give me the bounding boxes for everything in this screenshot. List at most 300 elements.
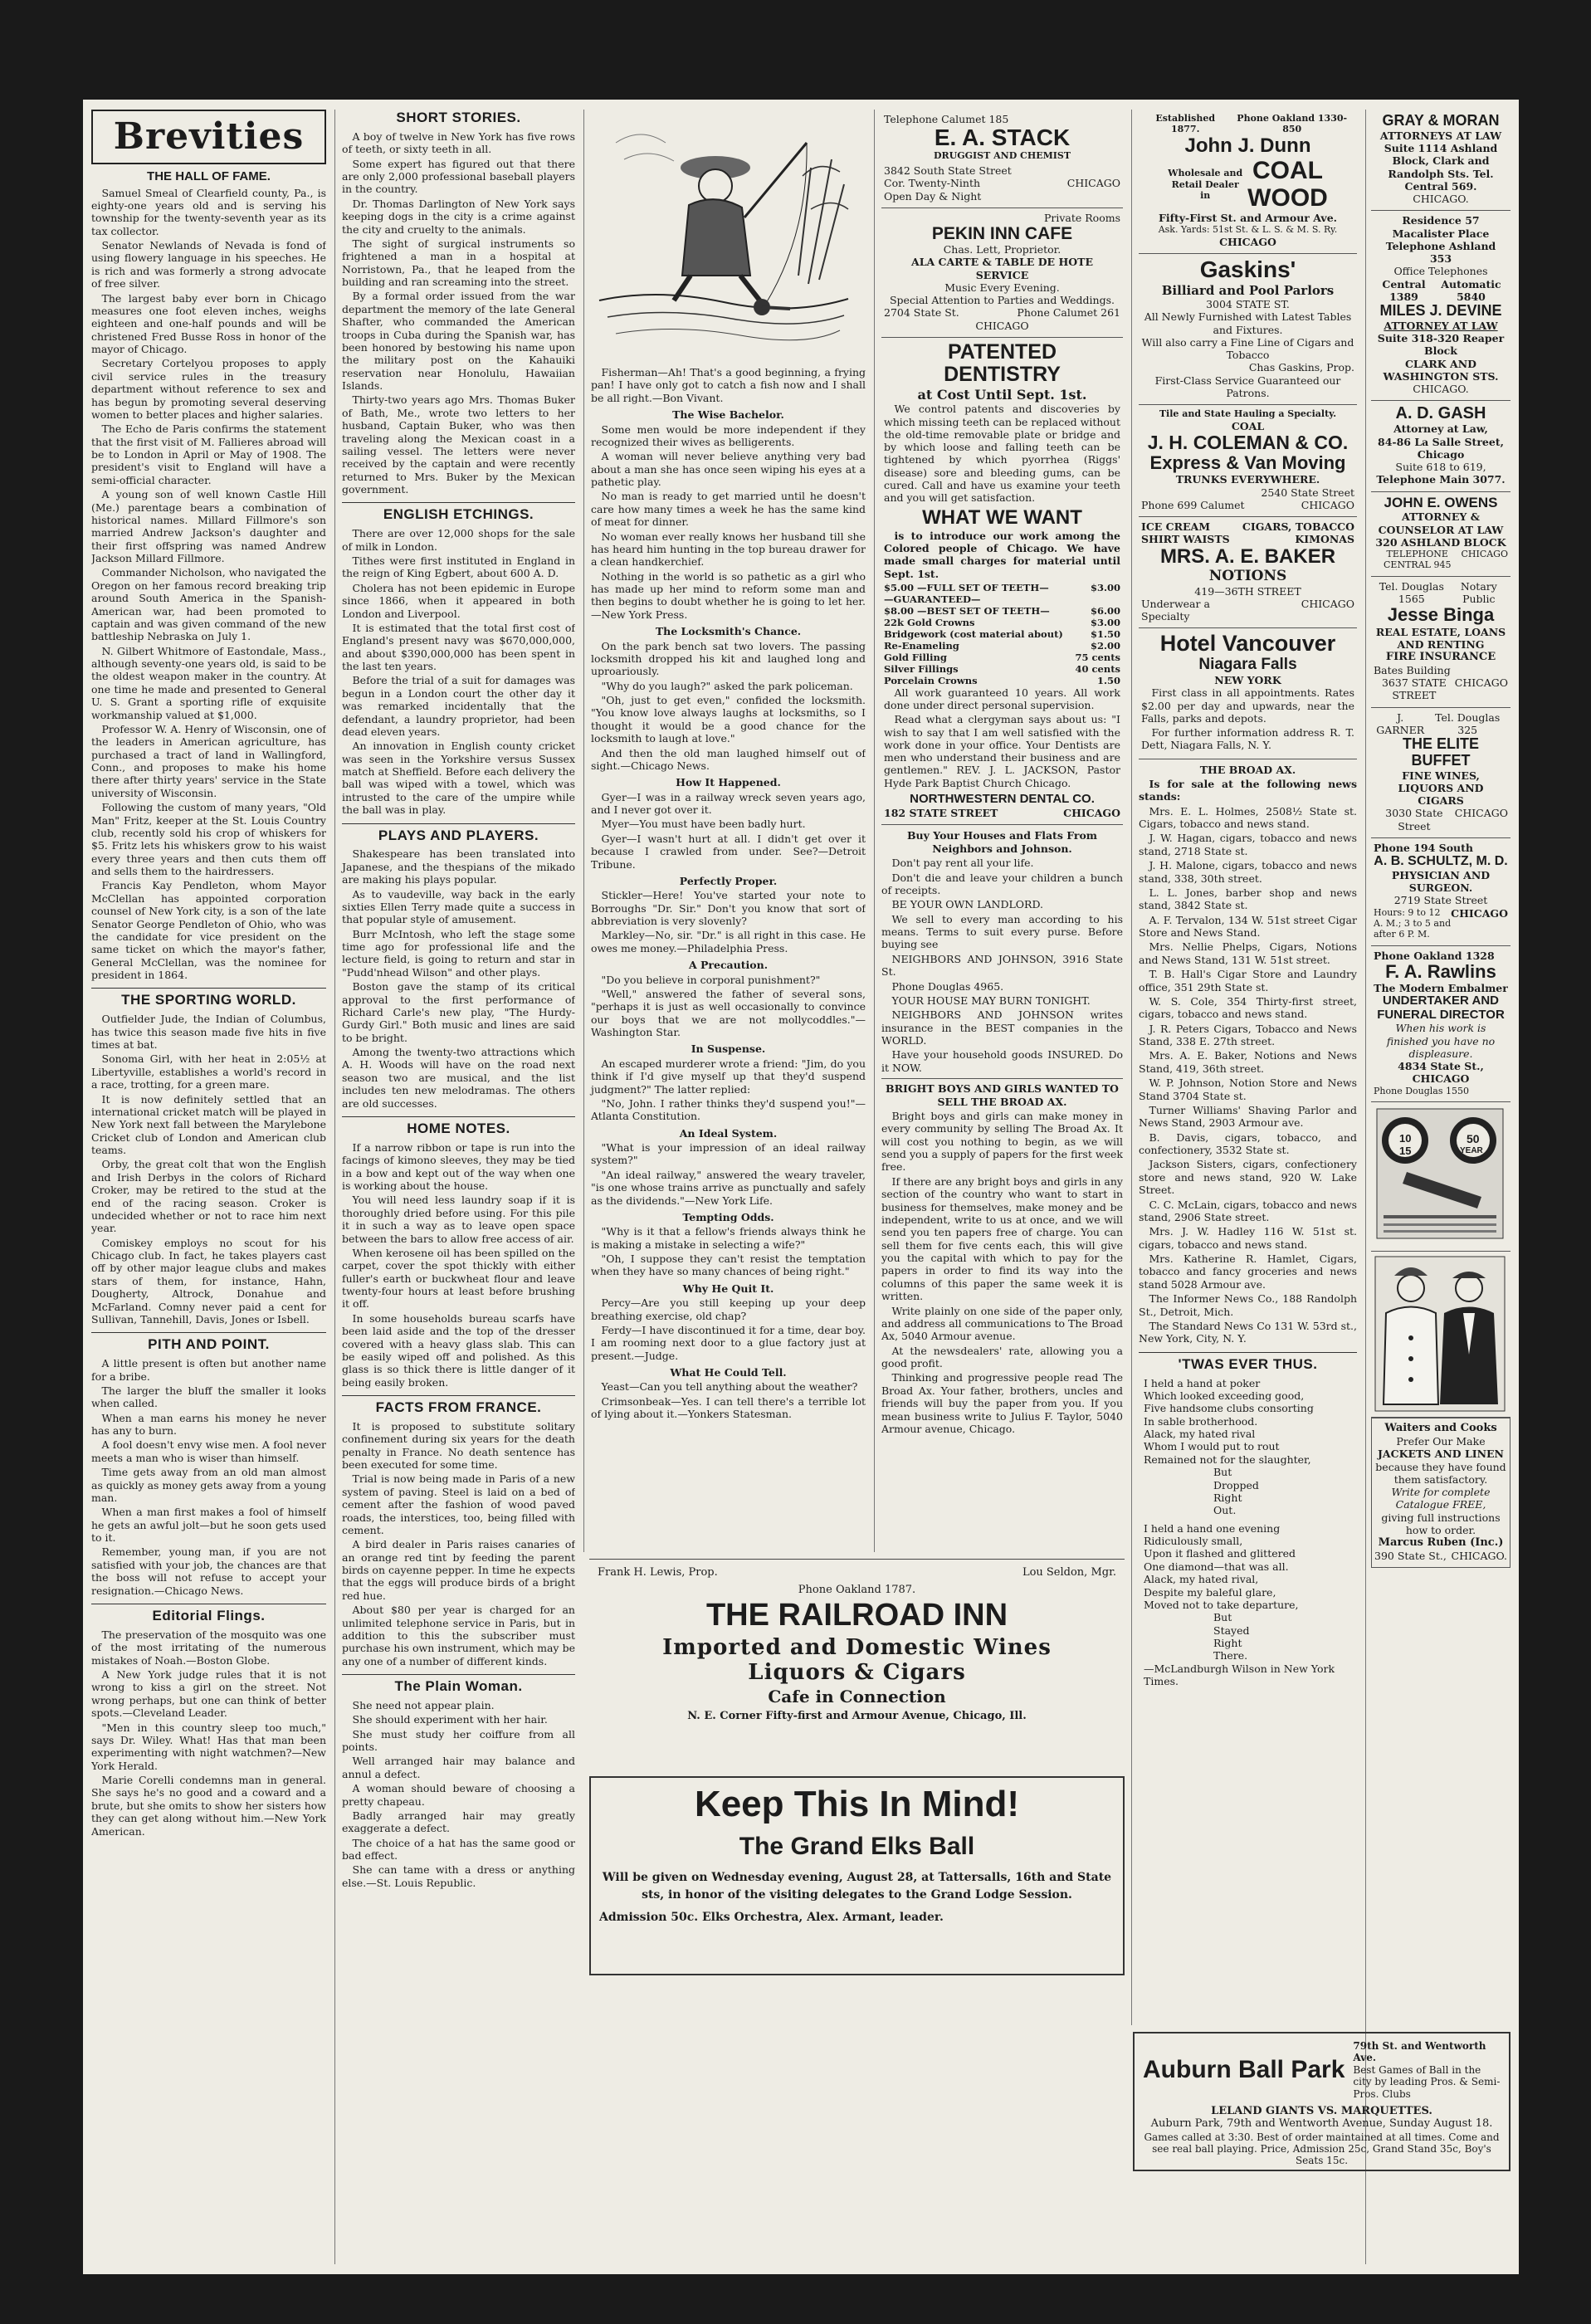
railroad-liquors: Liquors & Cigars — [748, 1660, 966, 1685]
devine-name: MILES J. DEVINE — [1379, 302, 1502, 320]
how-happened-article-paragraph: Myer—You must have been badly hurt. — [601, 818, 806, 831]
dunn-address: Fifty-First St. and Armour Ave. — [1158, 212, 1337, 225]
fisherman-cartoon — [591, 110, 866, 363]
schultz-title: PHYSICIAN AND SURGEON. — [1391, 868, 1491, 895]
stack-ad — [881, 110, 1123, 208]
sporting-article-paragraph: Orby, the great colt that won the English and Irish Derbys in the colors of Richard Croker, may be retired to the stud at the end of the racing season. Croker is undecided whether or not to race him next year. — [91, 1158, 326, 1235]
elite-city: CHICAGO — [1454, 807, 1508, 820]
devine-suite: Suite 318-320 Reaper Block — [1377, 332, 1505, 358]
plays-article-paragraph: Burr McIntosh, who left the stage some time ago for professional life and the lecture field, is going to return and star in "Pudd'nhead Wilson" and other plays. — [342, 927, 575, 979]
how-happened-article-paragraph: Gyer—I wasn't hurt at all. I didn't get over it because I crawled from under. See?—Detroit Tribune. — [591, 832, 866, 871]
price-value: $3.00 — [1090, 581, 1120, 593]
devine-title: ATTORNEY AT LAW — [1384, 319, 1498, 332]
short-stories-article-paragraph: Thirty-two years ago Mrs. Thomas Buker of Bath, Me., wrote two letters to her husband, Captain Buker, who was then traveling along the Mexican coast in a sailing vessel. The letters were never received by the captain and were recently returned to Mrs. Buker by the Mexican government. — [342, 393, 575, 496]
english-article-paragraph: Before the trial of a suit for damages was begun in a London court the other day it was remarked incidentally that the defendant, a laundry proprietor, had been dead eleven years. — [342, 674, 575, 738]
devine-address: CLARK AND WASHINGTON STS. — [1383, 357, 1499, 383]
locksmith-heading: The Locksmith's Chance. — [655, 625, 802, 638]
editorial-article-paragraph: Marie Corelli condemns man in general. She says he's no good and a coward and a brute, but she omits to show her sisters how they can get along without him.—New York American. — [91, 1774, 326, 1838]
poem-line: But — [1213, 1466, 1232, 1479]
railroad-name: THE RAILROAD INN — [705, 1598, 1008, 1633]
auburn-park-ad — [1133, 2032, 1510, 2171]
wise-bachelor-article-paragraph: No man is ready to get married until he doesn't care how many times a week he has the same kind of meat for dinner. — [591, 490, 866, 529]
devine-automatic: Automatic 5840 — [1441, 277, 1501, 303]
plain-woman-article-paragraph: Well arranged hair may balance and annul a defect. — [342, 1755, 575, 1780]
precaution-heading: A Precaution. — [688, 959, 769, 972]
twas-poem — [1139, 1377, 1357, 1688]
owens-name: JOHN E. OWENS — [1384, 494, 1498, 510]
suspense-article — [591, 1057, 866, 1123]
poem-line: Right — [1213, 1491, 1242, 1504]
plain-woman-article-paragraph: The choice of a hat has the same good or bad effect. — [342, 1836, 575, 1863]
home-notes-article-paragraph: You will need less laundry soap if it is thoroughly dried before using. For this pile it in such a way as to leave open space between the bars to allow free access of air. — [342, 1194, 575, 1245]
hof-article-paragraph: Commander Nicholson, who navigated the Oregon on her famous record breaking trip around South America in the Spanish-American war, had been promoted to captain and was given command of the new battleship Nebraska on July 1. — [91, 566, 326, 643]
price-value: $1.50 — [1090, 627, 1120, 640]
poem-line: Remained not for the slaughter, — [1144, 1452, 1311, 1466]
news-stand-listing-paragraph: Mrs. J. W. Hadley 116 W. 51st st. cigars, tobacco and news stand. — [1139, 1225, 1357, 1251]
newspaper-page — [83, 100, 1519, 2274]
elks-body: Will be given on Wednesday evening, August 28, at Tattersalls, 16th and State sts, in honor of the visiting delegates to the Grand Lodge Session. — [602, 1871, 1112, 1902]
locksmith-article-paragraph: On the park bench sat two lovers. The passing locksmith dropped his kit and laughed long and uproariously. — [591, 639, 866, 678]
houses-article-paragraph: YOUR HOUSE MAY BURN TONIGHT. — [891, 994, 1091, 1007]
owens-telephone: TELEPHONE CENTRAL 945 — [1384, 549, 1452, 571]
price-item: $8.00 —BEST SET OF TEETH— — [884, 604, 1050, 617]
dunn-phone: Phone Oakland 1330-850 — [1237, 113, 1348, 135]
sporting-article-paragraph: It is now definitely settled that an international cricket match will be played in New York next fall between the Marylebone Cricket club of London and American club teams. — [91, 1092, 326, 1157]
english-article — [342, 527, 575, 816]
brevities-masthead — [91, 110, 326, 164]
poem-line: Alack, my hated rival, — [1144, 1573, 1259, 1586]
english-article-paragraph: There are over 12,000 shops for the sale of milk in London. — [342, 527, 575, 553]
boys-girls-article-paragraph: Write plainly on one side of the paper only, and address all communications to The Broad Ax, 5040 Armour avenue. — [881, 1304, 1123, 1343]
waiters-city: CHICAGO. — [1451, 1549, 1507, 1562]
binga-notary: Notary Public — [1460, 579, 1497, 606]
baker-ice-cream: ICE CREAM — [1141, 520, 1211, 534]
poem-line: Dropped — [1213, 1478, 1259, 1492]
sporting-article-paragraph: Comiskey employs no scout for his Chicago club. In fact, he takes players cast off by other major league clubs and makes stars of them, for instance, Hahn, Dougherty, Altrock, Donahue and McFarland. Comny never paid a cent for Sullivan, Tannehill, Davis, Jones or Isbell. — [91, 1236, 326, 1326]
news-stand-listing-paragraph: T. B. Hall's Cigar Store and Laundry office, 351 29th State st. — [1139, 968, 1357, 994]
quit-article-paragraph: Ferdy—I have discontinued it for a time, dear boy. I am rooming next door to a glue factory just at present.—Judge. — [591, 1323, 866, 1362]
railroad-wines: Imported and Domestic Wines — [662, 1635, 1052, 1660]
boys-girls-article-paragraph: If there are any bright boys and girls in any section of the country who want to start in business for themselves, make money and be independent, write to us at once, and we will send you ten papers free of charge. You can sell them for five cents each, this will give you the capital with which to pay for the papers in order to find its way into the columns of this paper the same week it is written. — [881, 1174, 1123, 1303]
poem-line: Upon it flashed and glittered — [1144, 1547, 1296, 1560]
dunn-coal-ad — [1139, 110, 1357, 254]
auburn-description: Best Games of Ball in the city by leading Pros. & Semi-Pros. Clubs — [1353, 2063, 1501, 2100]
wise-bachelor-article-paragraph: Nothing in the world is so pathetic as a girl who has made up her mind to reform some man and then begins to doubt whether he is going to let her.—New York Press. — [591, 569, 866, 621]
baker-kimonas: KIMONAS — [1295, 533, 1354, 546]
price-row — [884, 675, 1120, 686]
precaution-article-paragraph: "Well," answered the father of several sons, "perhaps it is just as well occasionally to convince our boys that we are not mollycoddles."—Washington Star. — [591, 987, 866, 1038]
devine-residence: Residence 57 Macalister Place — [1392, 214, 1490, 240]
rawlins-motto: When his work is finished you have no displeasure. — [1386, 1022, 1496, 1060]
hof-article-paragraph: The largest baby ever born in Chicago measures one foot eleven inches, weighs eighteen and one-half pounds and will be christened Fred Busse Ross in honor of the mayor of Chicago. — [91, 291, 326, 356]
france-article-paragraph: About $80 per year is charged for an unlimited telephone service in Paris, but in addition to this the subscriber must purchase his own instrument, which may be any one of a number of different kinds. — [342, 1604, 575, 1667]
rawlins-card — [1371, 946, 1510, 1102]
cigar-year-label: YEAR — [1460, 1146, 1483, 1156]
binga-address: 3637 STATE STREET — [1381, 676, 1447, 702]
plain-woman-article-paragraph: She must study her coiffure from all points. — [342, 1727, 575, 1754]
cigar-50-label: 50 — [1467, 1132, 1480, 1146]
plain-woman-article-paragraph: Badly arranged hair may greatly exaggerate a defect. — [342, 1809, 575, 1835]
stack-phone: Telephone Calumet 185 — [884, 113, 1009, 125]
english-article-paragraph: Tithes were first instituted in England in the reign of King Egbert, about 600 A. D. — [342, 554, 575, 580]
plays-article-paragraph: Boston gave the stamp of its critical approval to the first performance of Richard Carle's new play, "The Hurdy-Gurdy Girl." Both music and lines are said to be bright. — [342, 980, 575, 1044]
northwestern-city: CHICAGO — [1063, 807, 1120, 820]
france-article — [342, 1420, 575, 1667]
plays-article-paragraph: Shakespeare has been translated into Japanese, and the thespians of the mikado are making his plays popular. — [342, 847, 575, 886]
houses-article-paragraph: BE YOUR OWN LANDLORD. — [891, 898, 1044, 911]
rawlins-phone: Phone Oakland 1328 — [1374, 949, 1495, 962]
dunn-city: CHICAGO — [1219, 235, 1276, 248]
elite-wines: FINE WINES, LIQUORS AND CIGARS — [1398, 769, 1484, 808]
masthead-title: Brevities — [113, 115, 305, 158]
gray-moran-title: ATTORNEYS AT LAW — [1379, 129, 1502, 142]
pekin-city: CHICAGO — [975, 319, 1029, 332]
hof-article-paragraph: The Echo de Paris confirms the statement that the first visit of M. Fallieres abroad will be to London in April or May of 1908. The president's visit to England will have a semi-official character. — [91, 422, 326, 486]
houses-article — [881, 857, 1123, 1074]
waiters-heading: Waiters and Cooks — [1384, 1422, 1497, 1435]
gash-suite: Suite 618 to 619, — [1395, 461, 1486, 474]
elite-buffet-card — [1371, 708, 1510, 838]
dentistry-title-1: PATENTED — [947, 339, 1057, 364]
home-notes-article-paragraph: When kerosene oil has been spilled on the carpet, cover the spot thickly with either fuller's earth or buckwheat flour and leave twenty-four hours at least before brushing it off. — [342, 1246, 575, 1311]
auburn-location: 79th St. and Wentworth Ave. — [1353, 2040, 1486, 2064]
cigar-price-15: 15 — [1399, 1145, 1412, 1158]
pith-heading: PITH AND POINT. — [91, 1332, 326, 1354]
schultz-card — [1371, 838, 1510, 946]
gash-name: A. D. GASH — [1395, 404, 1486, 423]
gash-telephone: Telephone Main 3077. — [1376, 473, 1506, 486]
pekin-special: Special Attention to Parties and Weddings. — [889, 294, 1115, 307]
tell-article — [591, 1380, 866, 1420]
baker-name: MRS. A. E. BAKER — [1159, 544, 1336, 568]
column-professional-cards — [1365, 110, 1510, 2264]
dunn-wood: WOOD — [1247, 184, 1328, 212]
waiters-jacket-illustration — [1371, 1252, 1510, 1418]
pekin-name: PEKIN INN CAFE — [931, 224, 1073, 244]
english-article-paragraph: It is estimated that the total first cost of England's present navy was $670,000,000, and about $390,000,000 has been spent in the last ten years. — [342, 621, 575, 673]
news-stand-listing-paragraph: B. Davis, cigars, tobacco, and confectionery, 3532 State st. — [1139, 1130, 1357, 1157]
houses-article-paragraph: NEIGHBORS AND JOHNSON, 3916 State St. — [881, 952, 1123, 979]
broad-ax-heading: THE BROAD AX. — [1199, 763, 1296, 776]
wise-bachelor-article-paragraph: Some men would be more independent if they recognized their wives as belligerents. — [591, 422, 866, 448]
wise-bachelor-article-paragraph: A woman will never believe anything very bad about a man she has once seen wiping his eyes at a pathetic play. — [591, 450, 866, 488]
hof-article-paragraph: A young son of well known Castle Hill (Me.) parentage bears a combination of historical names. Millard Fillmore's son married Andrew Jackson's daughter and their first offspring was named Andrew Jackson Millard Fillmore. — [91, 488, 326, 565]
binga-building: Bates Building — [1374, 663, 1451, 676]
poem-line: I held a hand one evening — [1144, 1521, 1281, 1535]
boys-girls-heading: BRIGHT BOYS AND GIRLS WANTED TO SELL THE BROAD AX. — [881, 1078, 1123, 1108]
waiters-instructions: giving full instructions how to order. — [1381, 1511, 1501, 1536]
news-stand-listing-paragraph: J. W. Hagan, cigars, tobacco and news stand, 2718 State st. — [1139, 832, 1357, 857]
poem-line: I held a hand at poker — [1144, 1376, 1261, 1389]
what-we-want-body: is to introduce our work among the Colored people of Chicago. We have made small charges for material until Sept. 1st. — [884, 529, 1120, 580]
pith-article-paragraph: When a man earns his money he never has any to burn. — [91, 1411, 326, 1438]
editorial-article — [91, 1628, 326, 1838]
hof-article-paragraph: Francis Kay Pendleton, whom Mayor McClellan has appointed corporation counsel of New York city, is a son of the late Senator George Pendleton of Ohio, who was the candidate for vice president on the same ticket on which the mayor's father, General McClellan, was the nominee for president in 1864. — [91, 879, 326, 982]
news-stand-listing-paragraph: The Informer News Co., 188 Randolph St., Detroit, Mich. — [1139, 1292, 1357, 1318]
waiters-satisfaction: because they have found them satisfactory. — [1375, 1460, 1506, 1486]
dentistry-testimonial: Read what a clergyman says about us: "I wish to say that I am well satisfied with the work done in your office. Your Dentists are men who understand their business and are gentlemen." REV. J. L. JACKSON, Pastor Hyde Park Baptist Church Chicago. — [884, 713, 1120, 789]
price-value: $2.00 — [1090, 639, 1120, 652]
baker-underwear: Underwear a Specialty — [1141, 597, 1210, 623]
what-we-want-heading: WHAT WE WANT — [922, 506, 1082, 530]
pith-article-paragraph: The larger the bluff the smaller it looks when called. — [91, 1384, 326, 1410]
broad-ax-intro: Is for sale at the following news stands: — [1139, 777, 1357, 803]
coleman-ad — [1139, 405, 1357, 517]
price-row — [884, 582, 1120, 593]
france-article-paragraph: Trial is now being made in Paris of a new system of paving. Steel is laid on a bed of cement after the fashion of wood paved roads, the interstices, too, being filled with cement. — [342, 1472, 575, 1536]
tell-heading: What He Could Tell. — [670, 1366, 787, 1379]
elite-address: 3030 State Street — [1385, 807, 1443, 832]
poem-line: Despite my baleful glare, — [1144, 1585, 1276, 1599]
stack-name: E. A. STACK — [934, 124, 1071, 151]
ideal-system-heading: An Ideal System. — [679, 1126, 778, 1140]
poem-line: One diamond—that was all. — [1144, 1560, 1289, 1573]
coleman-express: Express & Van Moving — [1149, 452, 1346, 474]
stack-address: 3842 South State Street — [884, 164, 1012, 178]
poem-line: In sable brotherhood. — [1144, 1414, 1258, 1428]
binga-city: CHICAGO — [1454, 676, 1508, 690]
pith-article-paragraph: A fool doesn't envy wise men. A fool never meets a man who is wiser than himself. — [91, 1438, 326, 1464]
elks-ball-ad — [589, 1776, 1125, 1975]
price-value: $6.00 — [1090, 604, 1120, 617]
home-notes-article-paragraph: If a narrow ribbon or tape is run into the facings of kimono sleeves, they may be tied in a bow and kept out of the way when one is working about the house. — [342, 1140, 575, 1192]
locksmith-article-paragraph: "Why do you laugh?" asked the park policeman. — [601, 679, 853, 692]
price-value: $3.00 — [1090, 616, 1120, 628]
northwestern-address: 182 STATE STREET — [884, 807, 998, 820]
price-item: Porcelain Crowns — [884, 674, 978, 686]
plays-heading: PLAYS AND PLAYERS. — [342, 823, 575, 845]
perfectly-proper-article — [591, 889, 866, 954]
how-happened-article — [591, 791, 866, 871]
railroad-phone: Phone Oakland 1787. — [798, 1584, 916, 1596]
dentistry-body: We control patents and discoveries by which missing teeth can be replaced without the old-time removable plate or bridge and by which loose and falling teeth can be tightened by which pyorrhea (Riggs' disease) sore and bleeding gums, can be cured. Call and have us examine your teeth and you will get satisfaction. — [884, 403, 1120, 505]
baker-shirt-waists: SHIRT WAISTS — [1141, 533, 1230, 546]
devine-card — [1371, 211, 1510, 401]
price-row — [884, 640, 1120, 652]
hof-article-paragraph: Samuel Smeal of Clearfield county, Pa., is eighty-one years old and is serving his township for the twenty-seventh year as its tax collector. — [91, 186, 326, 237]
stack-city: CHICAGO — [1066, 177, 1120, 190]
cartoon-caption: Fisherman—Ah! That's a good beginning, a frying pan! I have only got to catch a fish now and I shall be all right.—Bon Vivant. — [591, 366, 866, 404]
price-item: Silver Fillings — [884, 662, 959, 675]
rawlins-address: 4834 State St., CHICAGO — [1398, 1060, 1484, 1086]
stack-subtitle: DRUGGIST AND CHEMIST — [933, 149, 1071, 161]
price-item: Gold Filling — [884, 651, 947, 663]
hotel-name: Hotel Vancouver — [1159, 631, 1336, 657]
poem-line: Five handsome clubs consorting — [1144, 1402, 1314, 1415]
price-row — [884, 652, 1120, 663]
english-article-paragraph: Cholera has not been epidemic in Europe since 1866, when it appeared in both London and Liverpool. — [342, 581, 575, 620]
hof-article — [91, 187, 326, 982]
owens-city: CHICAGO — [1461, 549, 1508, 560]
plain-woman-article — [342, 1699, 575, 1889]
owens-title: ATTORNEY & COUNSELOR AT LAW — [1378, 510, 1504, 536]
coleman-city: CHICAGO — [1301, 498, 1354, 511]
dunn-yards: Ask. Yards: 51st St. & L. S. & M. S. Ry. — [1158, 224, 1338, 236]
waiters-ad — [1371, 1418, 1510, 1568]
gaskins-cigars: Will also carry a Fine Line of Cigars and Tobacco — [1141, 335, 1354, 362]
owens-card — [1371, 492, 1510, 577]
price-row — [884, 617, 1120, 628]
quit-heading: Why He Quit It. — [682, 1282, 774, 1295]
elks-subtitle: The Grand Elks Ball — [739, 1833, 975, 1861]
devine-telephone: Telephone Ashland 353 — [1385, 239, 1496, 266]
pekin-music: Music Every Evening. — [944, 281, 1060, 294]
elite-proprietor: J. GARNER — [1376, 710, 1425, 736]
short-stories-article-paragraph: Dr. Thomas Darlington of New York says keeping dogs in the city is a crime against the city and cruelty to the animals. — [342, 197, 575, 236]
quit-article-paragraph: Percy—Are you still keeping up your deep breathing exercise, old chap? — [591, 1296, 866, 1322]
wise-bachelor-heading: The Wise Bachelor. — [672, 408, 784, 422]
news-stand-listing-paragraph: The Standard News Co 131 W. 53rd st., New York, City, N. Y. — [1139, 1319, 1357, 1345]
poem-line: Moved not to take departure, — [1144, 1598, 1299, 1611]
france-article-paragraph: A bird dealer in Paris raises canaries of an orange red tint by feeding the parent birds on cayenne pepper. In time he expects that the eggs will produce birds of a bright red hue. — [342, 1538, 575, 1602]
owens-address: 320 ASHLAND BLOCK — [1375, 535, 1506, 549]
rawlins-name: F. A. Rawlins — [1385, 961, 1496, 983]
pekin-proprietor: Chas. Lett, Proprietor. — [943, 243, 1061, 256]
poem-line: Ridiculously small, — [1144, 1535, 1243, 1548]
tempting-odds-article-paragraph: "Why is it that a fellow's friends always think he is making a mistake in selecting a wife?" — [591, 1225, 866, 1251]
railroad-manager: Lou Seldon, Mgr. — [1022, 1566, 1116, 1579]
precaution-article-paragraph: "Do you believe in corporal punishment?" — [601, 973, 821, 986]
gaskins-subtitle: Billiard and Pool Parlors — [1161, 282, 1335, 298]
plays-article — [342, 847, 575, 1110]
plays-article-paragraph: As to vaudeville, way back in the early sixties Ellen Terry made quite a success in that popular style of amusement. — [342, 887, 575, 926]
elite-name: THE ELITE BUFFET — [1402, 735, 1479, 769]
waiters-catalogue: Write for complete Catalogue FREE, — [1391, 1486, 1491, 1511]
how-happened-heading: How It Happened. — [676, 776, 781, 789]
rawlins-telephone: Phone Douglas 1550 — [1374, 1085, 1469, 1096]
auburn-where: Auburn Park, 79th and Wentworth Avenue, Sunday August 18. — [1150, 2116, 1493, 2130]
dentistry-title-3: at Cost Until Sept. 1st. — [917, 386, 1087, 403]
news-stand-listing-paragraph: W. S. Cole, 354 Thirty-first street, cigars, tobacco and news stand. — [1139, 994, 1357, 1021]
price-row — [884, 628, 1120, 640]
schultz-name: A. B. SCHULTZ, M. D. — [1374, 854, 1508, 869]
editorial-article-paragraph: A New York judge rules that it is not wrong to kiss a girl on the street. Not wrong perhaps, but one can think of better spots.—Cleveland Leader. — [91, 1668, 326, 1720]
gaskins-address: 3004 STATE ST. — [1206, 298, 1290, 311]
plain-woman-article-paragraph: She need not appear plain. — [352, 1698, 495, 1711]
gaskins-body: All Newly Furnished with Latest Tables and Fixtures. — [1144, 310, 1352, 336]
coleman-coal: COAL — [1231, 419, 1265, 432]
waiters-jackets: JACKETS AND LINEN — [1378, 1448, 1504, 1461]
news-stand-listing-paragraph: Mrs. Nellie Phelps, Cigars, Notions and News Stand, 131 W. 51st street. — [1139, 940, 1357, 966]
price-value: 75 cents — [1075, 651, 1120, 663]
suspense-article-paragraph: "No, John. I rather thinks they'd suspend you!"—Atlanta Constitution. — [591, 1096, 866, 1123]
short-stories-article-paragraph: Some expert has figured out that there are only 2,000 professional baseball players in the country. — [342, 157, 575, 196]
news-stand-listing-paragraph: J. R. Peters Cigars, Tobacco and News Stand, 338 E. 27th street. — [1139, 1022, 1357, 1048]
news-stand-listing-paragraph: Jackson Sisters, cigars, confectionery store and news stand, 920 W. Lake Street. — [1139, 1158, 1357, 1197]
news-stand-listing-paragraph: Turner Williams' Shaving Parlor and News Stand, 2903 Armour ave. — [1139, 1103, 1357, 1130]
houses-article-paragraph: We sell to every man according to his means. Terms to suit every purse. Before buying see — [881, 912, 1123, 951]
stack-corner: Cor. Twenty-Ninth — [884, 177, 981, 190]
short-stories-article-paragraph: A boy of twelve in New York has five rows of teeth, or sixty teeth in all. — [342, 129, 575, 156]
boys-girls-article-paragraph: At the newsdealers' rate, allowing you a good profit. — [881, 1344, 1123, 1370]
dunn-name: John J. Dunn — [1184, 134, 1311, 157]
poem-line: Which looked exceeding good, — [1144, 1389, 1305, 1402]
binga-real-estate: REAL ESTATE, LOANS AND RENTING — [1375, 625, 1506, 651]
news-stand-listing-paragraph: L. L. Jones, barber shop and news stand, 3842 State st. — [1139, 886, 1357, 912]
boys-girls-article-paragraph: Thinking and progressive people read The Broad Ax. Your father, brothers, uncles and friends will buy the paper from you. If you mean business write to Julius F. Taylor, 5040 Armour avenue, Chicago. — [881, 1371, 1123, 1435]
quit-article — [591, 1296, 866, 1362]
home-notes-heading: HOME NOTES. — [342, 1116, 575, 1138]
gray-moran-city: CHICAGO. — [1413, 193, 1469, 206]
price-item: $5.00 —FULL SET OF TEETH— — [884, 581, 1049, 593]
price-row — [884, 605, 1120, 617]
hof-article-paragraph: Senator Newlands of Nevada is fond of using flowery language in his speeches. He is rich and was formerly a strong advocate of free silver. — [91, 239, 326, 290]
binga-insurance: FIRE INSURANCE — [1385, 651, 1496, 664]
gray-moran-card — [1371, 110, 1510, 211]
elks-title: Keep This In Mind! — [694, 1784, 1020, 1824]
gaskins-name: Gaskins' — [1199, 256, 1296, 283]
private-rooms: Private Rooms — [1043, 211, 1120, 224]
baker-ad — [1139, 517, 1357, 628]
home-notes-article-paragraph: In some households bureau scarfs have been laid aside and the top of the dresser covered with a heavy glass slab. This can be easily wiped off and polished. As this glass is so thick there is little danger of it being easily broken. — [342, 1311, 575, 1389]
price-value: 1.50 — [1096, 674, 1120, 686]
english-heading: ENGLISH ETCHINGS. — [342, 502, 575, 524]
coleman-trunks: TRUNKS EVERYWHERE. — [1175, 473, 1320, 486]
poem-line: —McLandburgh Wilson in New York Times. — [1144, 1662, 1335, 1688]
pekin-menu: ALA CARTE & TABLE DE HOTE SERVICE — [911, 256, 1093, 281]
tempting-odds-article-paragraph: "Oh, I suppose they can't resist the temptation when they have so many chances of being right." — [591, 1252, 866, 1278]
pith-article-paragraph: Remember, young man, if you are not satisfied with your job, the chances are that the boss will not refuse to accept your resignation.—Chicago News. — [91, 1545, 326, 1597]
schultz-phone: Phone 194 South — [1374, 841, 1473, 854]
plain-woman-heading: The Plain Woman. — [342, 1674, 575, 1696]
gray-moran-address: Suite 1114 Ashland Block, Clark and Randolph Sts. Tel. Central 569. — [1384, 142, 1498, 193]
editorial-heading: Editorial Flings. — [91, 1604, 326, 1625]
perfectly-proper-heading: Perfectly Proper. — [679, 874, 778, 887]
tell-article-paragraph: Crimsonbeak—Yes. I can tell there's a terrible lot of lying about it.—Yonkers Statesman. — [591, 1394, 866, 1421]
column-humor — [583, 110, 866, 1552]
auburn-match: LELAND GIANTS VS. MARQUETTES. — [1211, 2104, 1432, 2117]
news-stand-listing-paragraph: J. H. Malone, cigars, tobacco and news stand, 338, 30th street. — [1139, 859, 1357, 885]
poem-line: Out. — [1213, 1504, 1237, 1517]
english-article-paragraph: An innovation in English county cricket was seen in the Yorkshire versus Sussex match at Sheffield. Before each delivery the ball was wiped with a towel, which was intrusted to the care of the umpire while the ball was in play. — [342, 740, 575, 817]
schultz-hours: Hours: 9 to 12 A. M.; 3 to 5 and after 6 P. M. — [1374, 906, 1452, 940]
hotel-body: First class in all appointments. Rates $2.00 per day and upwards, near the Falls, parks and depots. — [1141, 686, 1354, 725]
pith-article-paragraph: When a man first makes a fool of himself he gets an awful jolt—but he soon gets used to it. — [91, 1506, 326, 1545]
precaution-article — [591, 974, 866, 1039]
auburn-title: Auburn Ball Park — [1143, 2055, 1345, 2083]
hof-article-paragraph: N. Gilbert Whitmore of Eastondale, Mass., although seventy-one years old, is said to be the oldest weapon maker in the country. At one time he made and presented to General U. S. Grant a sporting rifle of exquisite workmanship valued at $1,000. — [91, 644, 326, 721]
perfectly-proper-article-paragraph: Markley—No, sir. "Dr." is all right in this case. He owes me money.—Philadelphia Press. — [591, 929, 866, 954]
suspense-heading: In Suspense. — [691, 1042, 766, 1056]
news-stand-listing-paragraph: Mrs. Katherine R. Hamlet, Cigars, tobacco and fancy groceries and news stand 5028 Armour ave. — [1139, 1252, 1357, 1291]
news-stand-listing-paragraph: Mrs. A. E. Baker, Notions and News Stand, 419, 36th street. — [1139, 1049, 1357, 1075]
schultz-address: 2719 State Street — [1393, 894, 1488, 907]
baker-cigars: CIGARS, TOBACCO — [1242, 520, 1354, 534]
column-ads-dentistry — [874, 110, 1123, 1552]
poem-line: There. — [1213, 1649, 1248, 1662]
price-row — [884, 593, 1120, 605]
binga-name: Jesse Binga — [1387, 604, 1495, 626]
plain-woman-article-paragraph: She should experiment with her hair. — [352, 1713, 548, 1726]
france-article-paragraph: It is proposed to substitute solitary confinement during six years for the death penalty in France. No death sentence has been executed for some time. — [342, 1419, 575, 1472]
ideal-system-article-paragraph: "What is your impression of an ideal railway system?" — [591, 1141, 866, 1167]
suspense-article-paragraph: An escaped murderer wrote a friend: "Jim, do you think if I'd give myself up that they'd suspend judgment?" The latter replied: — [591, 1057, 866, 1096]
northwestern-dental-name: NORTHWESTERN DENTAL CO. — [910, 791, 1095, 806]
schultz-city: CHICAGO — [1451, 906, 1508, 920]
houses-article-paragraph: Phone Douglas 4965. — [891, 979, 1004, 993]
boys-girls-article — [881, 1110, 1123, 1435]
baker-address: 419—36TH STREET — [1194, 584, 1301, 598]
railroad-cafe: Cafe in Connection — [768, 1687, 946, 1706]
perfectly-proper-article-paragraph: Stickler—Here! You've started your note to Borroughs "Dr. Sir." Don't you know that sort of abbreviation is very slovenly? — [591, 889, 866, 927]
coleman-tagline: Tile and State Hauling a Specialty. — [1159, 408, 1337, 420]
dunn-coal: COAL — [1252, 157, 1323, 185]
news-stand-listing-paragraph: W. P. Johnson, Notion Store and News Stand 3704 State st. — [1139, 1077, 1357, 1102]
devine-city: CHICAGO. — [1413, 383, 1469, 396]
sporting-article-paragraph: Sonoma Girl, with her heat in 2:05½ at Libertyville, establishes a world's record in a race, trotting, for a green mare. — [91, 1052, 326, 1091]
price-row — [884, 663, 1120, 675]
locksmith-article-paragraph: And then the old man laughed himself out of sight.—Chicago News. — [591, 746, 866, 772]
